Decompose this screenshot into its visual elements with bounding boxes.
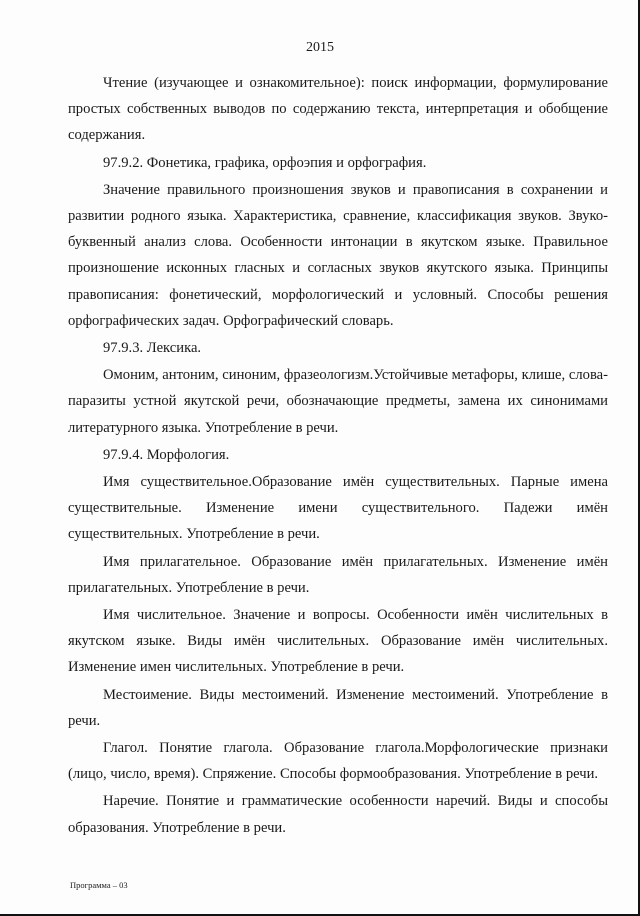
paragraph-phonetics: Значение правильного произношения звуков и правописания в сохранении и развитии родного языка. Характеристика, сравнение, классификация звуков. Звуко-буквенный анализ слова. Особенности интонации в якутском языке. Правильное произношение исконных гласных и согласных звуков якутского языка. Принципы правописания: фонетический, морфологический и условный. Способы решения орфографических задач. Орфографический словарь. xyxy=(68,181,608,329)
paragraph-noun: Имя существительное.Образование имён существительных. Парные имена существительные. Изменение имени существительного. Падежи имён существительных. Употребление в речи. xyxy=(68,474,608,543)
paragraph-lexicon: Омоним, антоним, синоним, фразеологизм.Устойчивые метафоры, клише, слова-паразиты устной якутской речи, обозначающие предметы, замена их синонимами литературного языка. Употребление в речи. xyxy=(68,367,608,436)
paragraph-numeral: Имя числительное. Значение и вопросы. Особенности имён числительных в якутском языке. Виды имён числительных. Образование имён числительных. Изменение имен числительных. Употребление в речи. xyxy=(68,607,608,676)
paragraph-adverb: Наречие. Понятие и грамматические особенности наречий. Виды и способы образования. Употребление в речи. xyxy=(68,793,608,836)
page-footer: Программа – 03 xyxy=(70,880,128,890)
section-heading-phonetics: 97.9.2. Фонетика, графика, орфоэпия и орфография. xyxy=(103,154,427,171)
document-body xyxy=(68,70,608,841)
section-heading-lexicon: 97.9.3. Лексика. xyxy=(103,340,202,357)
page-number: 2015 xyxy=(306,40,334,55)
section-heading-morphology: 97.9.4. Морфология. xyxy=(103,446,230,463)
paragraph-pronoun: Местоимение. Виды местоимений. Изменение местоимений. Употребление в речи. xyxy=(68,686,608,729)
paragraph-adjective: Имя прилагательное. Образование имён прилагательных. Изменение имён прилагательных. Употребление в речи. xyxy=(68,553,608,596)
paragraph-reading: Чтение (изучающее и ознакомительное): поиск информации, формулирование простых собственных выводов по содержанию текста, интерпретация и обобщение содержания. xyxy=(68,75,608,144)
paragraph-verb: Глагол. Понятие глагола. Образование глагола.Морфологические признаки (лицо, число, время). Спряжение. Способы формообразования. Употребление в речи. xyxy=(68,740,608,783)
